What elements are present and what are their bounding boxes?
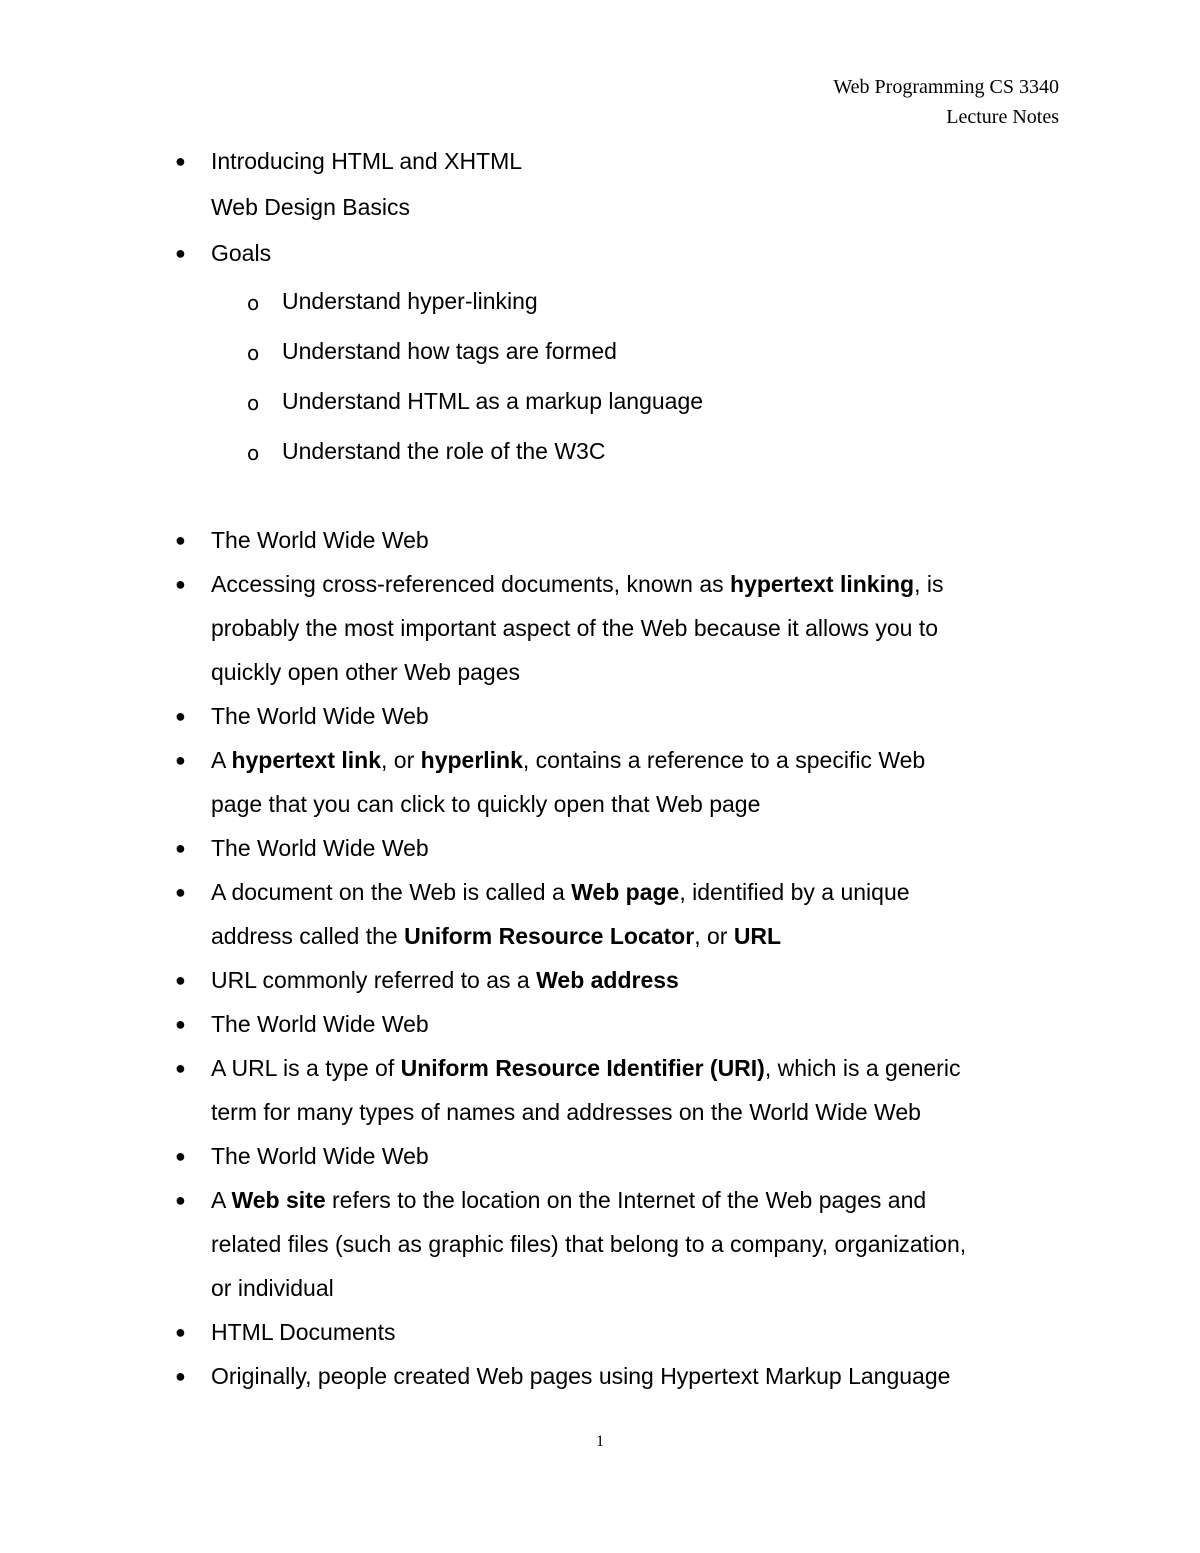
goal-item: o Understand the role of the W3C <box>0 426 1200 476</box>
intro-subtitle: Web Design Basics <box>211 194 410 220</box>
bullet-icon: ● <box>175 530 186 550</box>
bullet-icon: ● <box>175 574 186 594</box>
list-item: ● URL commonly referred to as a Web address <box>0 958 1200 1002</box>
goal-item: o Understand hyper-linking <box>0 276 1200 326</box>
bullet-icon: ● <box>175 706 186 726</box>
list-item: ● The World Wide Web <box>0 1134 1200 1178</box>
list-item-continuation: related files (such as graphic files) that belong to a company, organization, <box>211 1231 967 1257</box>
list-item-continuation: probably the most important aspect of the Web because it allows you to <box>211 615 939 641</box>
list-item <box>0 138 1200 184</box>
list-item <box>0 230 1200 276</box>
bullet-icon: ● <box>175 1014 186 1034</box>
list-item: ● Accessing cross-referenced documents, known as hypertext linking, is <box>0 562 1200 606</box>
outline-section <box>0 138 1200 476</box>
bullet-icon: ● <box>175 1058 186 1078</box>
list-item: ● The World Wide Web <box>0 518 1200 562</box>
circle-bullet-icon: o <box>247 291 260 315</box>
document-type: Lecture Notes <box>946 106 1059 128</box>
bullet-icon: ● <box>175 1366 186 1386</box>
list-item: ● HTML Documents <box>0 1310 1200 1354</box>
bullet-icon: ● <box>175 1190 186 1210</box>
circle-bullet-icon: o <box>247 391 260 415</box>
list-item: ● The World Wide Web <box>0 1002 1200 1046</box>
list-item-continuation: or individual <box>211 1275 334 1301</box>
list-item: ● A hypertext link, or hyperlink, contains a reference to a specific Web <box>0 738 1200 782</box>
goal-item: o Understand HTML as a markup language <box>0 376 1200 426</box>
list-item: ● Originally, people created Web pages using Hypertext Markup Language <box>0 1354 1200 1398</box>
list-item: ● The World Wide Web <box>0 826 1200 870</box>
bullet-icon: ● <box>175 970 186 990</box>
list-item: ● A document on the Web is called a Web page, identified by a unique <box>0 870 1200 914</box>
page-header <box>833 72 1059 132</box>
list-item-continuation: term for many types of names and addresses on the World Wide Web <box>211 1099 921 1125</box>
bullet-icon: ● <box>175 750 186 770</box>
list-item: ● The World Wide Web <box>0 694 1200 738</box>
intro-title: Introducing HTML and XHTML <box>211 148 523 174</box>
bullet-icon: ● <box>175 882 186 902</box>
list-item-continuation: address called the Uniform Resource Locator, or URL <box>211 923 782 949</box>
course-title: Web Programming CS 3340 <box>833 76 1059 98</box>
bullet-icon: ● <box>175 151 186 171</box>
goals-title: Goals <box>211 240 272 266</box>
goal-item: o Understand how tags are formed <box>0 326 1200 376</box>
circle-bullet-icon: o <box>247 341 260 365</box>
list-item-continuation: quickly open other Web pages <box>211 659 520 685</box>
bullet-icon: ● <box>175 243 186 263</box>
list-item: ● A Web site refers to the location on the Internet of the Web pages and <box>0 1178 1200 1222</box>
list-item <box>0 184 1200 230</box>
circle-bullet-icon: o <box>247 441 260 465</box>
bullet-icon: ● <box>175 1146 186 1166</box>
bullet-icon: ● <box>175 838 186 858</box>
page-number: 1 <box>596 1433 604 1450</box>
list-item-continuation: page that you can click to quickly open that Web page <box>211 791 761 817</box>
list-item: ● A URL is a type of Uniform Resource Identifier (URI), which is a generic <box>0 1046 1200 1090</box>
body-section <box>0 518 1200 1398</box>
bullet-icon: ● <box>175 1322 186 1342</box>
